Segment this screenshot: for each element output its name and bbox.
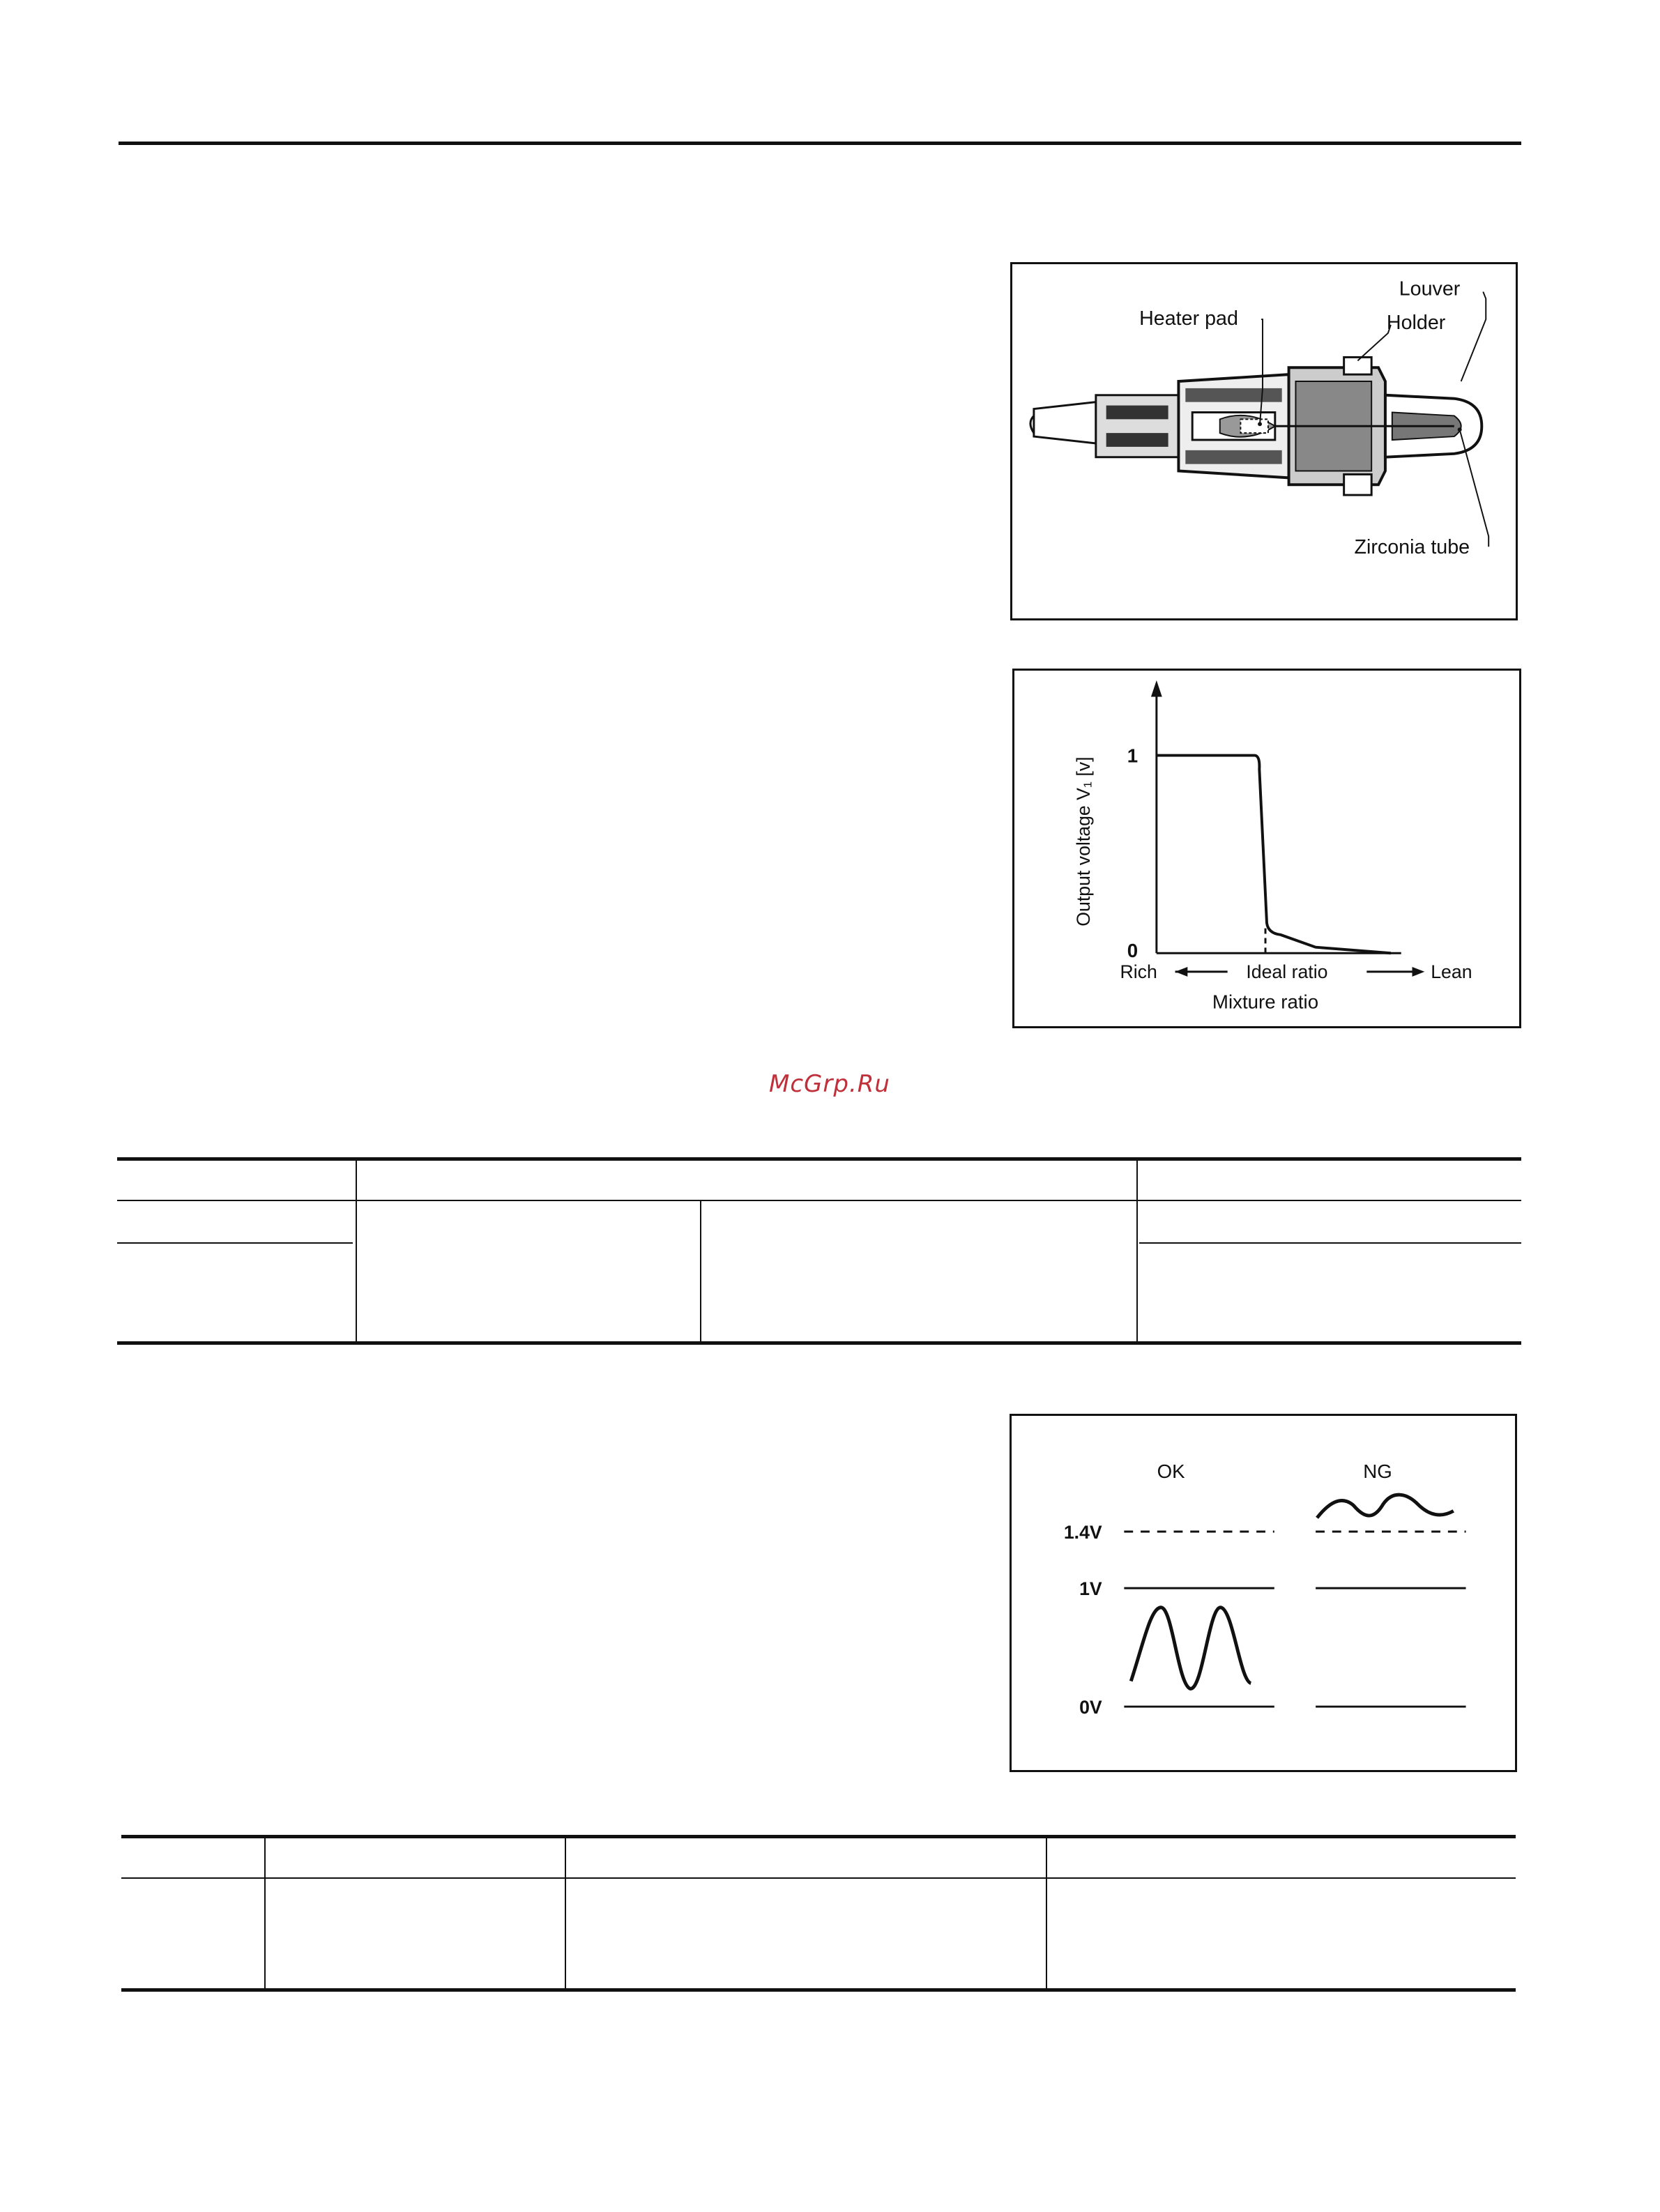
table1-row-rule: [1139, 1242, 1521, 1244]
table1-header-rule: [117, 1200, 1521, 1201]
table1-col-divider: [1136, 1157, 1138, 1343]
waveform-figure: [1010, 1414, 1517, 1772]
rich-arrow-head: [1175, 967, 1188, 977]
output-voltage-svg: [1014, 671, 1519, 1026]
heater-pad-label: Heater pad: [1139, 307, 1238, 330]
level-1-4v-label: 1.4V: [1063, 1521, 1102, 1543]
voltage-curve: [1157, 756, 1391, 954]
x-label-rich: Rich: [1120, 961, 1157, 982]
table2-col-divider: [1046, 1835, 1047, 1990]
table2-bottom-rule: [121, 1988, 1516, 1992]
table2-col-divider: [565, 1835, 566, 1990]
table2-col-divider: [264, 1835, 266, 1990]
y-tick-label: 0: [1127, 940, 1139, 962]
output-voltage-chart: [1012, 669, 1521, 1028]
level-1v-label: 1V: [1079, 1578, 1102, 1599]
lean-arrow-head: [1412, 967, 1425, 977]
ok-waveform: [1131, 1608, 1251, 1689]
table2-top-rule: [121, 1835, 1516, 1838]
table2-header-rule: [121, 1877, 1516, 1879]
table1-bottom-rule: [117, 1341, 1521, 1345]
table1-col-divider: [700, 1200, 701, 1343]
watermark: McGrp.Ru: [769, 1070, 890, 1098]
top-rule: [119, 142, 1521, 145]
louver-label: Louver: [1399, 277, 1461, 300]
ok-label: OK: [1157, 1460, 1185, 1482]
waveform-drawing: [1012, 1416, 1515, 1770]
y-axis-arrow: [1151, 680, 1162, 697]
ng-label: NG: [1363, 1460, 1392, 1482]
x-label-lean: Lean: [1431, 961, 1472, 982]
table1-row-rule: [117, 1242, 353, 1244]
holder-label: Holder: [1386, 311, 1446, 334]
sensor-cutaway-drawing: [1012, 264, 1516, 618]
y-tick-label: 1: [1127, 745, 1139, 767]
x-label-ideal-ratio: Ideal ratio: [1246, 961, 1328, 982]
table1-col-divider: [356, 1157, 357, 1343]
ng-waveform: [1317, 1495, 1454, 1518]
y-axis-label: Output voltage V₁ [v]: [1072, 756, 1094, 926]
table1-top-rule: [117, 1157, 1521, 1161]
x-axis-label: Mixture ratio: [1212, 991, 1319, 1013]
zirconia-tube-label: Zirconia tube: [1354, 536, 1470, 559]
sensor-cutaway-figure: [1010, 262, 1518, 620]
level-0v-label: 0V: [1079, 1696, 1102, 1718]
